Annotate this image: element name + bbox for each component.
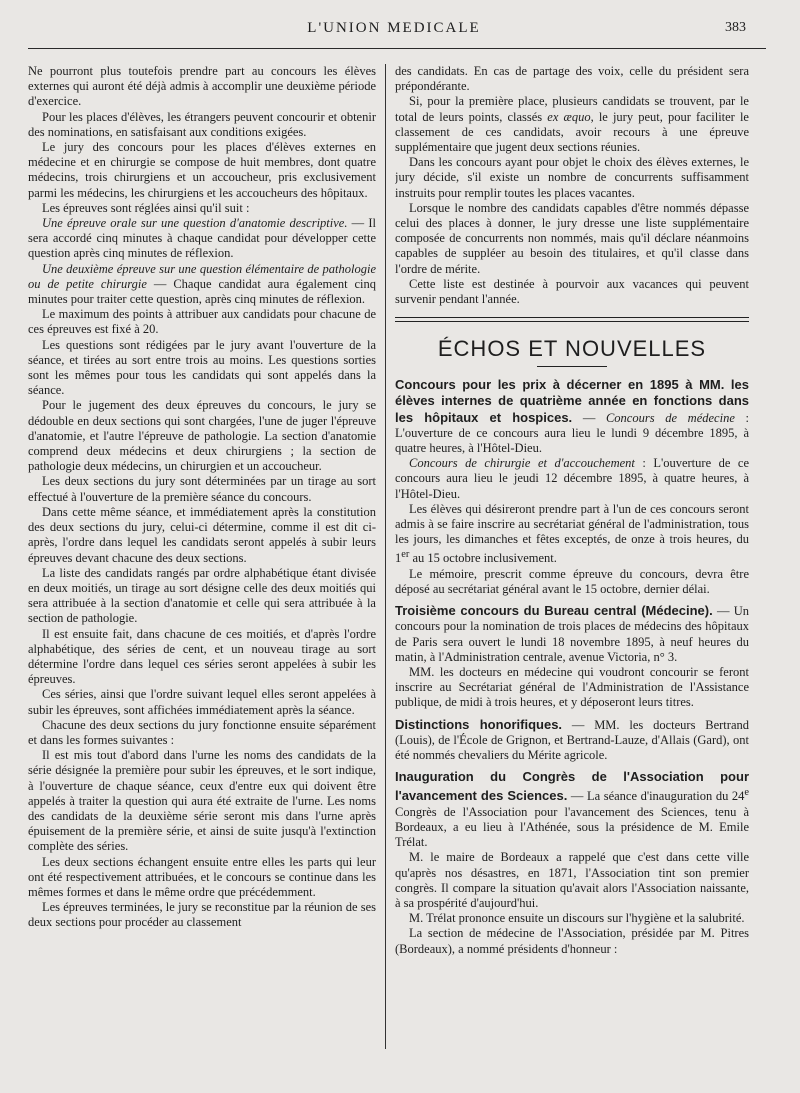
text: — La séance d'inauguration du 24 bbox=[567, 789, 745, 804]
header-rule bbox=[28, 48, 766, 49]
paragraph: Cette liste est destinée à pourvoir aux vacances qui peuvent survenir pendant l'année. bbox=[395, 276, 749, 307]
paragraph: Il est ensuite fait, dans chacune de ces moitiés, et d'après l'ordre alphabétique, des séries de cent, et un nouveau tirage au sort détermine l'ordre dans lequel ces séries seront appelées à subir les épreuves. bbox=[28, 626, 376, 687]
text: Congrès de l'Association pour l'avancement des Sciences, tenu à Bordeaux, a eu lieu à l'Athénée, sous la présidence de M. Emile Trélat. bbox=[395, 804, 749, 850]
paragraph: Chacune des deux sections du jury fonctionne ensuite séparément et dans les formes suivantes : bbox=[28, 717, 376, 747]
right-column bbox=[395, 64, 749, 1074]
left-column bbox=[28, 64, 376, 1074]
news-heading: Distinctions honorifiques. bbox=[395, 716, 563, 732]
news-heading: Troisième concours du Bureau central (Médecine). bbox=[395, 603, 713, 619]
page-header bbox=[28, 18, 760, 44]
section-separator bbox=[395, 317, 749, 322]
paragraph: Lorsque le nombre des candidats capables d'être nommés dépasse celui des places à donner, le jury dresse une liste supplémentaire composée de concurrents non nommés, mais qu'il déclare néanmoins capables de suppléer au besoin des titulaires, et qu'il classe dans l'ordre de mérite. bbox=[395, 200, 749, 276]
text: — bbox=[572, 410, 606, 425]
page-number: 383 bbox=[725, 20, 746, 35]
italic-text: ex æquo bbox=[547, 109, 591, 124]
paragraph bbox=[28, 262, 376, 308]
paragraph: Ces séries, ainsi que l'ordre suivant lequel elles seront appelées à subir les épreuves, sont affichées immédiatement après la séance. bbox=[28, 687, 376, 717]
paragraph: Les questions sont rédigées par le jury avant l'ouverture de la séance, et tirées au sort entre trois au moins. Les questions sorties sont les mêmes pour tous les candidats qui sont appelés dans la séance. bbox=[28, 337, 376, 398]
paragraph: Dans cette même séance, et immédiatement après la constitution des deux sections du jury, celui-ci détermine, comme il est dit ci-après, l'ordre dans lequel les candidats seront appelés à subir leurs épreuves devant chacune des deux sections. bbox=[28, 504, 376, 565]
text: : L'ouverture de ce concours aura lieu le jeudi 12 décembre 1895, à quatre heures, à l'Hôtel-Dieu. bbox=[395, 456, 749, 501]
text: Si, pour la première place, plusieurs candidats se trouvent, par le total de leurs points, classés bbox=[395, 94, 749, 124]
news-heading: Concours pour les prix à décerner en 1895 à MM. les élèves internes de quatrième année en fonctions dans les hôpitaux et hospices. bbox=[395, 377, 749, 425]
text: — Un concours pour la nomination de trois places de médecins des hôpitaux de Paris sera ouvert le lundi 18 novembre 1895, à neuf heures du matin, à l'Administration centrale, avenue Victoria, n° 3. bbox=[395, 604, 749, 664]
superscript: er bbox=[401, 549, 410, 561]
text: — MM. les docteurs Bertrand (Louis), de l'École de Grignon, et Bertrand-Lauze, d'Allais (Gard), ont été nommés chevaliers du Mérite agricole. bbox=[395, 717, 749, 763]
news-item bbox=[395, 603, 749, 665]
paragraph: Les épreuves terminées, le jury se reconstitue par la réunion de ses deux sections pour procéder au classement bbox=[28, 900, 376, 930]
paragraph bbox=[395, 456, 749, 502]
italic-text: Une deuxième épreuve sur une question élémentaire de pathologie ou de petite chirurgie bbox=[28, 261, 376, 291]
paragraph: Les deux sections du jury sont déterminées par un tirage au sort effectué à l'ouverture de la première séance du concours. bbox=[28, 474, 376, 504]
paragraph: Le jury des concours pour les places d'élèves externes en médecine et en chirurgie se compose de huit membres, dont quatre médecins, trois chirurgiens et un accoucheur, pris exclusivement parmi les médecins, les chirurgiens et les accoucheurs des hôpitaux. bbox=[28, 140, 376, 200]
paragraph: Les deux sections échangent ensuite entre elles les parts qui leur ont été respectivement attribuées, et le concours se continue dans les mêmes formes et dans le même ordre que précédemment. bbox=[28, 854, 376, 899]
paragraph: M. le maire de Bordeaux a rappelé que c'est dans cette ville qu'après nos désastres, en 1871, l'Association tint son premier congrès. Il compare la situation qu'avait alors l'Association naissante, à sa prospérité d'aujourd'hui. bbox=[395, 850, 749, 911]
paragraph: La section de médecine de l'Association, présidée par M. Pitres (Bordeaux), a nommé présidents d'honneur : bbox=[395, 926, 749, 956]
paragraph: Pour le jugement des deux épreuves du concours, le jury se dédouble en deux sections qui sont chargées, l'une de juger l'épreuve d'anatomie, et l'autre l'épreuve de pathologie. La section d'anatomie comprend deux médecins et deux chirurgiens ; la section de pathologie deux médecins, un chirurgien et un accoucheur. bbox=[28, 398, 376, 474]
paragraph: La liste des candidats rangés par ordre alphabétique étant divisée en deux moitiés, un tirage au sort désigne celle des deux moitiés qui sera attribuée à la section d'anatomie et celle qui sera attribuée à la section de pathologie. bbox=[28, 565, 376, 626]
superscript: e bbox=[744, 787, 749, 799]
paragraph bbox=[395, 502, 749, 567]
paragraph: MM. les docteurs en médecine qui voudront concourir se feront inscrire au Secrétariat général de l'Administration de l'Assistance publique, de midi à trois heures, et y déposeront leurs titres. bbox=[395, 665, 749, 710]
paragraph: Il est mis tout d'abord dans l'urne les noms des candidats de la série désignée la première pour subir les épreuves, et le sort indique, à l'ouverture de chaque séance, ceux d'entre eux qui doivent être appelés à traiter la question qui aura été extraite de l'urne. Les noms des candidats de la deuxième série seront mis dans l'urne après épuisement de la première série, et ainsi de suite jusqu'à l'extinction complète des séries. bbox=[28, 748, 376, 854]
news-item bbox=[395, 769, 749, 850]
news-heading: Inauguration du Congrès de l'Association pour l'avancement des Sciences. bbox=[395, 769, 749, 804]
paragraph: Les épreuves sont réglées ainsi qu'il suit : bbox=[42, 200, 250, 215]
paragraph bbox=[28, 216, 376, 262]
paragraph: Le maximum des points à attribuer aux candidats pour chacune de ces épreuves est fixé à 20. bbox=[28, 307, 376, 337]
paragraph: Ne pourront plus toutefois prendre part au concours les élèves externes qui auront été déjà admis à accomplir une deuxième période d'exercice. bbox=[28, 64, 376, 109]
italic-text: Concours de médecine bbox=[605, 410, 735, 425]
text: — Chaque candidat aura également cinq minutes pour traiter cette question, après cinq minutes de réflexion. bbox=[28, 276, 376, 307]
paragraph: Pour les places d'élèves, les étrangers peuvent concourir et obtenir des nominations, en satisfaisant aux conditions exigées. bbox=[28, 109, 376, 139]
news-item bbox=[395, 717, 749, 764]
text: Les élèves qui désireront prendre part à l'un de ces concours seront admis à se faire inscrire au secrétariat général de l'administration, tous les jours, les dimanches et fêtes exceptés, de onze à trois heures, du 1 bbox=[395, 501, 749, 566]
paragraph bbox=[395, 94, 749, 155]
paragraph: Dans les concours ayant pour objet le choix des élèves externes, le jury décide, s'il existe un nombre de concurrents suffisamment instruits pour remplir toutes les places vacantes. bbox=[395, 155, 749, 200]
paragraph: Le mémoire, prescrit comme épreuve du concours, devra être déposé au secrétariat général avant le 15 octobre, dernier délai. bbox=[395, 566, 749, 597]
title-underline bbox=[537, 366, 607, 367]
italic-text: Une épreuve orale sur une question d'anatomie descriptive. bbox=[42, 216, 348, 231]
news-item bbox=[395, 377, 749, 456]
section-title: ÉCHOS ET NOUVELLES bbox=[437, 336, 707, 362]
paragraph: M. Trélat prononce ensuite un discours sur l'hygiène et la salubrité. bbox=[409, 911, 745, 926]
column-divider bbox=[385, 64, 386, 1049]
text: , le jury peut, pour faciliter le classement de ces candidats, avoir recours à une épreuve supplémentaire que jugent deux sections réunies. bbox=[395, 109, 749, 155]
running-title: L'UNION MEDICALE bbox=[307, 20, 481, 36]
text: : L'ouverture de ce concours aura lieu le lundi 9 décembre 1895, à quatre heures, à l'Hôtel-Dieu. bbox=[395, 410, 749, 456]
italic-text: Concours de chirurgie et d'accouchement bbox=[409, 456, 635, 471]
text: au 15 octobre inclusivement. bbox=[409, 551, 557, 566]
text: — Il sera accordé cinq minutes à chaque candidat pour développer cette question après cinq minutes de réflexion. bbox=[28, 216, 376, 261]
paragraph: des candidats. En cas de partage des voix, celle du président sera prépondérante. bbox=[395, 64, 749, 94]
